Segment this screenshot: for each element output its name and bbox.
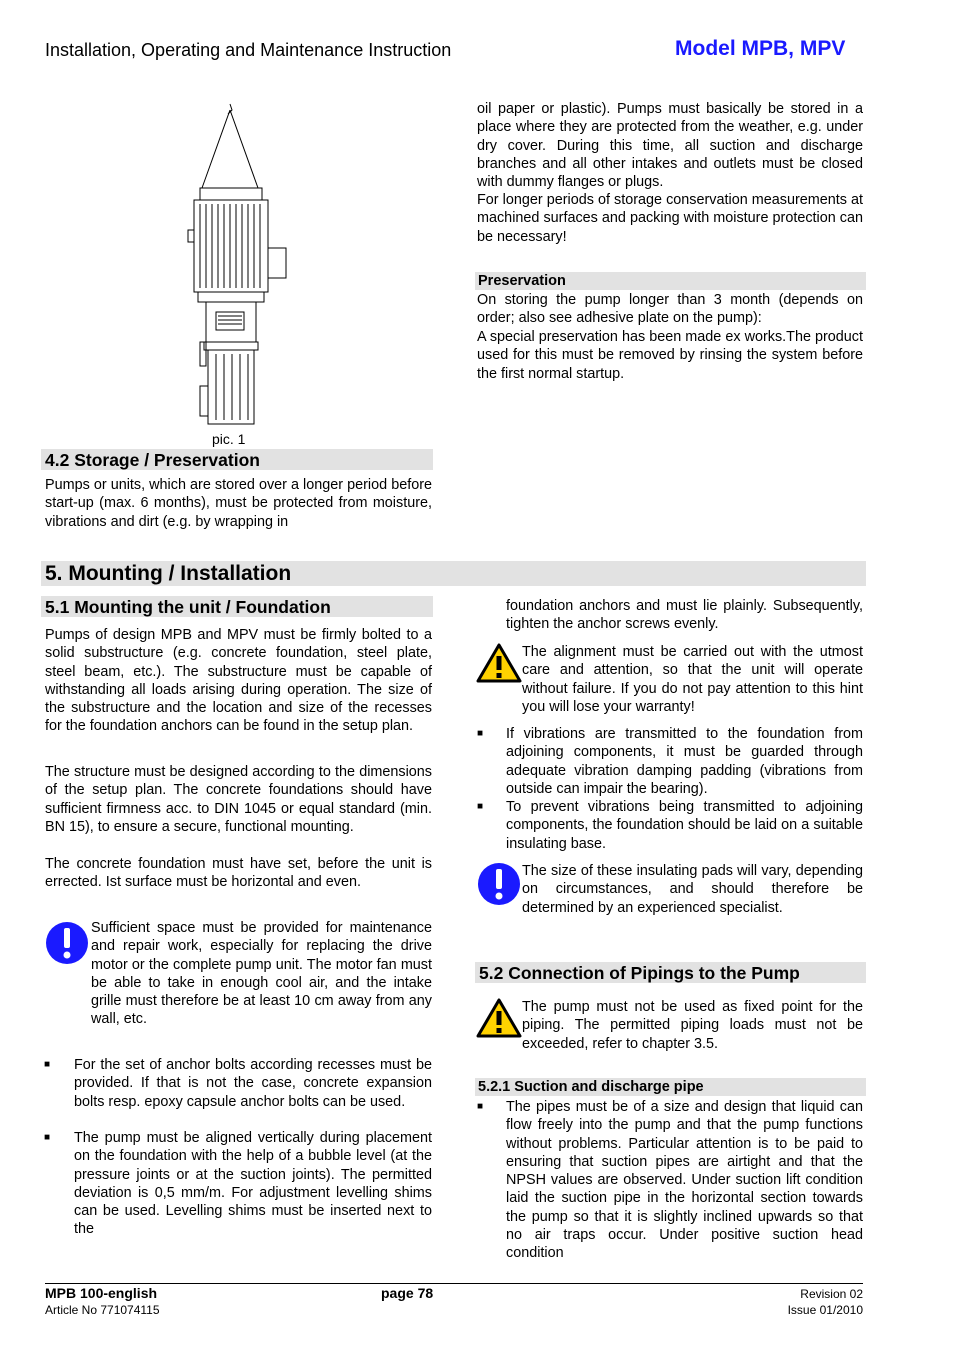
bullet-square-icon: ■ (477, 801, 484, 812)
bullet-square-icon: ■ (477, 1101, 484, 1112)
list-item: ■ The pipes must be of a size and design that liquid can flow freely into the pump and that the pump functions without problems. Particular attention is to be paid to ensuring that suction pipes are airtight and that the NPSH values are observed. Under suction lift condition laid the suction pipe in the horizontal section towards the pump so that it is slightly inclined upwards so that no air traps occur. Under positive suction head condition (477, 1099, 863, 1261)
info-note-1: Sufficient space must be provided for maintenance and repair work, especially for replacing the drive motor or the complete pump unit. The motor fan must be able to take in enough cool air, and the intake grille must therefore be at least 10 cm away from any wall, etc. (91, 920, 432, 1028)
header-title: Installation, Operating and Maintenance Instruction (45, 40, 452, 60)
info-exclamation-icon (45, 921, 89, 965)
footer-divider (45, 1283, 863, 1284)
mounting-bullet-2-cont: foundation anchors and must lie plainly. Subsequently, tighten the anchor screws evenly. (506, 598, 863, 633)
bullet-square-icon: ■ (44, 1132, 51, 1143)
list-item: ■ If vibrations are transmitted to the foundation from adjoining components, it must be guarded through adequate vibration damping padding (vibrations from outside can impair the bearing). (477, 726, 863, 797)
warning-note-2: The pump must not be used as fixed point for the piping. The permitted piping loads must not be exceeded, refer to chapter 3.5. (522, 999, 863, 1052)
footer-page: page 78 (381, 1285, 434, 1301)
warning-note-1: The alignment must be carried out with the utmost care and attention, so that the unit will operate without failure. If you do not pay attention to this hint you will lose your warranty! (522, 644, 863, 715)
preservation-para-2: A special preservation has been made ex works.The product used for this must be removed by rinsing the system before the first normal startup. (477, 329, 863, 382)
mounting-para-2: The structure must be designed according to the dimensions of the setup plan. The concrete foundations should have sufficient firmness acc. to DIN 1045 or equal standard (min. BN 15), to ensure a secure, functional mounting. (45, 764, 432, 835)
heading-5-2: 5.2 Connection of Pipings to the Pump (475, 962, 866, 983)
figure-caption: pic. 1 (212, 431, 246, 447)
heading-4-2: 4.2 Storage / Preservation (41, 449, 433, 470)
heading-preservation: Preservation (475, 272, 866, 290)
heading-5-1: 5.1 Mounting the unit / Foundation (41, 596, 433, 617)
list-item: ■ The pump must be aligned vertically during placement on the foundation with the help of a bubble level (at the pressure joints or at the suction joints). The permitted deviation is 0,5 mm/m. For adjustment levelling shims can be used. Levelling shims must be inserted next to the (44, 1130, 432, 1238)
info-exclamation-icon (477, 862, 521, 906)
footer-revision: Revision 02 (800, 1287, 863, 1301)
warning-triangle-icon (476, 643, 522, 683)
storage-para-1: Pumps or units, which are stored over a longer period before start-up (max. 6 months), must be protected from moisture, vibrations and dirt (e.g. by wrapping in (45, 477, 432, 530)
storage-para-2: For longer periods of storage conservation measurements at machined surfaces and packing with moisture protection can be necessary! (477, 192, 863, 245)
footer-issue: Issue 01/2010 (787, 1303, 863, 1317)
pump-illustration (180, 100, 290, 430)
heading-5: 5. Mounting / Installation (41, 561, 866, 586)
warning-triangle-icon (476, 998, 522, 1038)
preservation-para-1: On storing the pump longer than 3 month (depends on order; also see adhesive plate on the pump): (477, 292, 863, 327)
heading-5-2-1: 5.2.1 Suction and discharge pipe (475, 1078, 866, 1096)
list-item: ■ For the set of anchor bolts according recesses must be provided. If that is not the case, concrete expansion bolts resp. epoxy capsule anchor bolts can be used. (44, 1057, 432, 1110)
info-note-2: The size of these insulating pads will vary, depending on circumstances, and should therefore be determined by an experienced specialist. (522, 863, 863, 916)
footer-article: Article No 771074115 (45, 1303, 160, 1317)
footer-doc: MPB 100-english (45, 1285, 158, 1301)
header-model: Model MPB, MPV (675, 37, 846, 60)
bullet-square-icon: ■ (44, 1059, 51, 1070)
list-item: ■ To prevent vibrations being transmitted to adjoining components, the foundation should be laid on a suitable insulating base. (477, 799, 863, 852)
storage-para-1-cont: oil paper or plastic). Pumps must basically be stored in a place where they are protected from the weather, e.g. under dry cover. During this time, all suction and discharge branches and all other intakes and outlets must be closed with dummy flanges or plugs. (477, 101, 863, 190)
mounting-para-1: Pumps of design MPB and MPV must be firmly bolted to a solid substructure (e.g. concrete foundation, steel plate, steel beam, etc.). The substructure must be capable of withstanding all loads arising during operation. The size of the substructure and the location and size of the recesses for the foundation anchors can be found in the setup plan. (45, 627, 432, 735)
mounting-para-3: The concrete foundation must have set, before the unit is errected. Ist surface must be horizontal and even. (45, 856, 432, 891)
bullet-square-icon: ■ (477, 728, 484, 739)
